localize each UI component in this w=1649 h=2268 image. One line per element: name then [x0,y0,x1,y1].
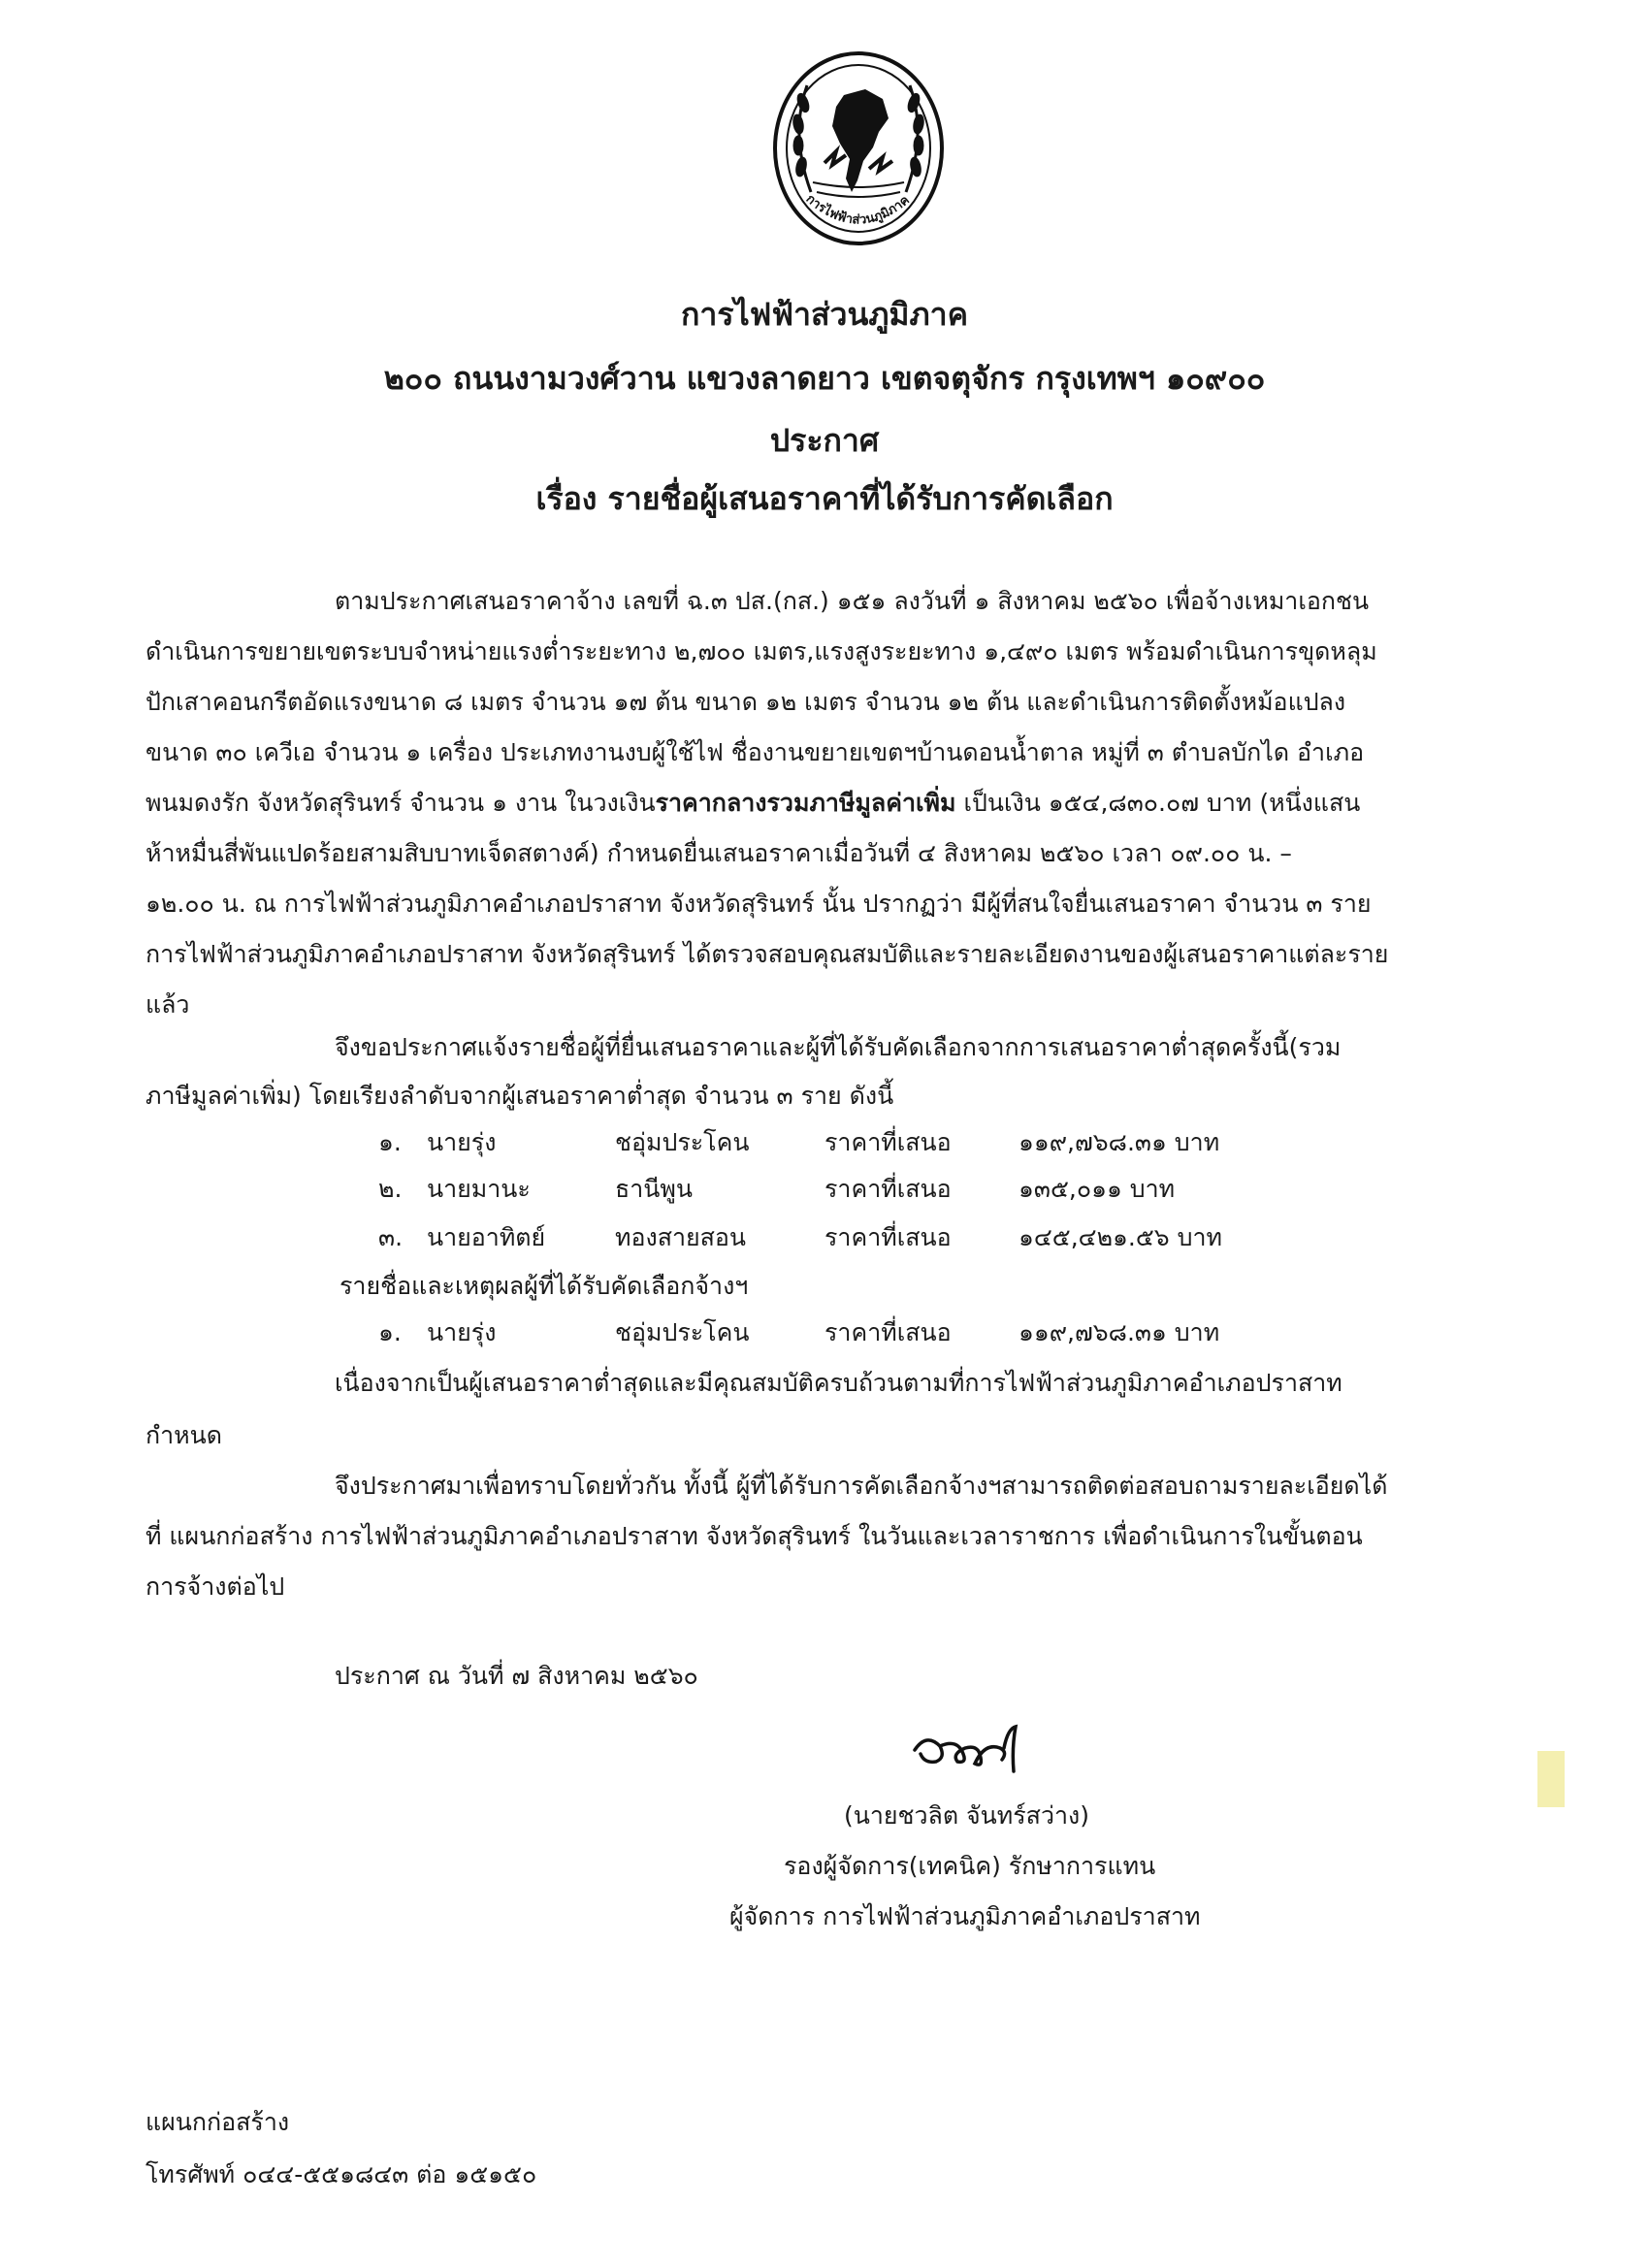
bidder-last: ชอุ่มประโคน [615,1128,750,1156]
bidder-label: ราคาที่เสนอ [824,1128,952,1156]
signer-position-2: ผู้จัดการ การไฟฟ้าส่วนภูมิภาคอำเภอปราสาท [729,1902,1201,1930]
p3-line-2: ที่ แผนกก่อสร้าง การไฟฟ้าส่วนภูมิภาคอำเภอปราสาท จังหวัดสุรินทร์ ในวันและเวลาราชการ เพื่อดำเนินการในขั้นตอน [146,1522,1363,1550]
footer-dept: แผนกก่อสร้าง [146,2108,290,2136]
bidder-first: นายมานะ [427,1175,531,1203]
reason-line: เนื่องจากเป็นผู้เสนอราคาต่ำสุดและมีคุณสมบัติครบถ้วนตามที่การไฟฟ้าส่วนภูมิภาคอำเภอปราสาท [335,1369,1342,1397]
p1-line-5 [146,784,1360,823]
footer-phone: โทรศัพท์ ๐๔๔-๕๕๑๘๔๓ ต่อ ๑๕๑๕๐ [146,2160,537,2188]
p1-line-2: ดำเนินการขยายเขตระบบจำหน่ายแรงต่ำระยะทาง ๒,๗๐๐ เมตร,แรงสูงระยะทาง ๑,๔๙๐ เมตร พร้อมดำเนินการขุดหลุม [146,637,1377,665]
bidder-no: ๒. [378,1175,403,1203]
reason-end: กำหนด [146,1421,222,1449]
bidder-row-1 [0,1123,1649,1162]
bidder-price: ๑๓๕,๐๑๑ บาท [1018,1175,1176,1203]
p1-line-8: การไฟฟ้าส่วนภูมิภาคอำเภอปราสาท จังหวัดสุรินทร์ ได้ตรวจสอบคุณสมบัติและรายละเอียดงานของผู้เสนอราคาแต่ละราย [146,940,1389,968]
bidder-no: ๓. [378,1223,404,1251]
seal-text: การไฟฟ้าส่วนภูมิภาค [802,191,913,228]
bidder-first: นายอาทิตย์ [427,1223,546,1251]
bidder-row-3 [0,1218,1649,1257]
p1-line-3: ปักเสาคอนกรีตอัดแรงขนาด ๘ เมตร จำนวน ๑๗ ต้น ขนาด ๑๒ เมตร จำนวน ๑๒ ต้น และดำเนินการติดตั้งหม้อแปลง [146,688,1346,716]
signer-name: (นายชวลิต จันทร์สว่าง) [844,1801,1089,1830]
p1-line-4: ขนาด ๓๐ เควีเอ จำนวน ๑ เครื่อง ประเภทงานงบผู้ใช้ไฟ ชื่องานขยายเขตฯบ้านดอนน้ำตาล หมู่ที่ ๓ ตำบลบักได อำเภอ [146,738,1365,766]
bidder-price: ๑๔๕,๔๒๑.๕๖ บาท [1018,1223,1222,1251]
sticky-note [1537,1751,1565,1807]
p1-line-7: ๑๒.๐๐ น. ณ การไฟฟ้าส่วนภูมิภาคอำเภอปราสาท จังหวัดสุรินทร์ นั้น ปรากฏว่า มีผู้ที่สนใจยื่นเสนอราคา จำนวน ๓ ราย [146,890,1372,918]
doc-subject: เรื่อง รายชื่อผู้เสนอราคาที่ได้รับการคัดเลือก [535,480,1114,517]
bidder-price: ๑๑๙,๗๖๘.๓๑ บาท [1018,1128,1220,1156]
p1-line-6: ห้าหมื่นสี่พันแปดร้อยสามสิบบาทเจ็ดสตางค์) กำหนดยื่นเสนอราคาเมื่อวันที่ ๔ สิงหาคม ๒๕๖๐ เวลา ๐๙.๐๐ น. – [146,839,1292,867]
bidder-last: ธานีพูน [615,1175,693,1203]
bidder-last: ทองสายสอน [615,1223,747,1251]
p3-line-3: การจ้างต่อไป [146,1572,285,1601]
p1-line-5-a: พนมดงรัก จังหวัดสุรินทร์ จำนวน ๑ งาน ในวงเงิน [146,789,656,817]
selected-row [0,1313,1649,1352]
p1-line-1: ตามประกาศเสนอราคาจ้าง เลขที่ ฉ.๓ ปส.(กส.) ๑๕๑ ลงวันที่ ๑ สิงหาคม ๒๕๖๐ เพื่อจ้างเหมาเอกชน [335,587,1370,615]
announce-date: ประกาศ ณ วันที่ ๗ สิงหาคม ๒๕๖๐ [335,1662,698,1690]
p1-line-5-bold: ราคากลางรวมภาษีมูลค่าเพิ่ม [655,789,956,817]
bidder-label: ราคาที่เสนอ [824,1175,952,1203]
handwritten-signature [907,1719,1043,1777]
doc-type: ประกาศ [769,422,880,459]
p2-line-1: จึงขอประกาศแจ้งรายชื่อผู้ที่ยื่นเสนอราคาและผู้ที่ได้รับคัดเลือกจากการเสนอราคาต่ำสุดครั้งนี้(รวม [335,1033,1342,1061]
bidder-row-2 [0,1170,1649,1209]
org-name: การไฟฟ้าส่วนภูมิภาค [681,296,968,333]
signer-position-1: รองผู้จัดการ(เทคนิค) รักษาการแทน [784,1852,1156,1880]
bidder-label: ราคาที่เสนอ [824,1223,952,1251]
p1-line-9: แล้ว [146,990,190,1019]
selected-last: ชอุ่มประโคน [615,1318,750,1346]
p3-line-1: จึงประกาศมาเพื่อทราบโดยทั่วกัน ทั้งนี้ ผู้ที่ได้รับการคัดเลือกจ้างฯสามารถติดต่อสอบถามรายละเอียดได้ [335,1472,1388,1500]
bidder-first: นายรุ่ง [427,1128,497,1156]
p2-line-2: ภาษีมูลค่าเพิ่ม) โดยเรียงลำดับจากผู้เสนอราคาต่ำสุด จำนวน ๓ ราย ดังนี้ [146,1082,894,1110]
selected-no: ๑. [378,1318,402,1346]
pea-seal-logo [768,47,949,250]
selected-heading: รายชื่อและเหตุผลผู้ที่ได้รับคัดเลือกจ้างฯ [340,1272,749,1300]
selected-first: นายรุ่ง [427,1318,497,1346]
selected-price: ๑๑๙,๗๖๘.๓๑ บาท [1018,1318,1220,1346]
org-address: ๒๐๐ ถนนงามวงศ์วาน แขวงลาดยาว เขตจตุจักร กรุงเทพฯ ๑๐๙๐๐ [383,360,1266,397]
bidder-no: ๑. [378,1128,402,1156]
selected-label: ราคาที่เสนอ [824,1318,952,1346]
p1-line-5-b: เป็นเงิน ๑๕๔,๘๓๐.๐๗ บาท (หนึ่งแสน [955,789,1361,817]
